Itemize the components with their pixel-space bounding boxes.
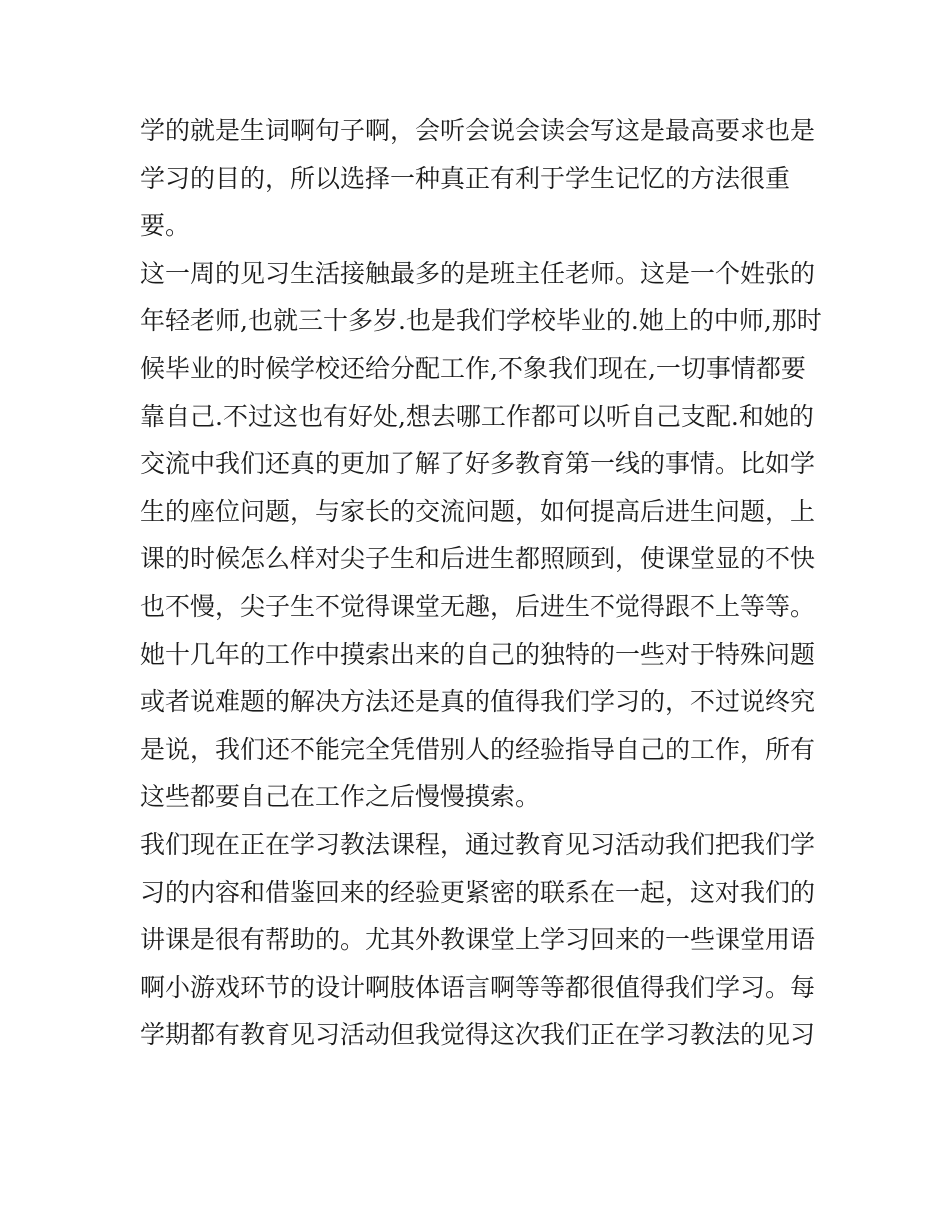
text-line: 也不慢，尖子生不觉得课堂无趣，后进生不觉得跟不上等等。: [140, 591, 816, 621]
text-line: 靠自己.不过这也有好处,想去哪工作都可以听自己支配.和她的: [140, 401, 814, 431]
text-line: 讲课是很有帮助的。尤其外教课堂上学习回来的一些课堂用语: [140, 925, 816, 955]
text-line: 学的就是生词啊句子啊，会听会说会读会写这是最高要求也是: [140, 116, 816, 145]
body-text: [140, 107, 820, 1059]
text-line: 年轻老师,也就三十多岁.也是我们学校毕业的.她上的中师,那时: [140, 306, 822, 336]
text-line: 学习的目的，所以选择一种真正有利于学生记忆的方法很重: [140, 163, 791, 193]
text-line: 她十几年的工作中摸索出来的自己的独特的一些对于特殊问题: [140, 639, 816, 669]
text-line: 这些都要自己在工作之后慢慢摸索。: [140, 782, 541, 812]
text-line: 候毕业的时候学校还给分配工作,不象我们现在,一切事情都要: [140, 353, 806, 383]
text-line: 这一周的见习生活接触最多的是班主任老师。这是一个姓张的: [140, 258, 816, 288]
text-line: 习的内容和借鉴回来的经验更紧密的联系在一起，这对我们的: [140, 877, 816, 907]
text-line: 交流中我们还真的更加了解了好多教育第一线的事情。比如学: [140, 449, 816, 479]
text-line: 要。: [140, 211, 191, 241]
text-line: 或者说难题的解决方法还是真的值得我们学习的，不过说终究: [140, 687, 816, 717]
text-line: 我们现在正在学习教法课程，通过教育见习活动我们把我们学: [140, 829, 816, 859]
text-line: 是说，我们还不能完全凭借别人的经验指导自己的工作，所有: [140, 734, 816, 764]
text-line: 生的座位问题，与家长的交流问题，如何提高后进生问题，上: [140, 496, 816, 526]
text-line: 课的时候怎么样对尖子生和后进生都照顾到，使课堂显的不快: [140, 544, 816, 574]
text-line: 学期都有教育见习活动但我觉得这次我们正在学习教法的见习: [140, 1020, 816, 1050]
text-line: 啊小游戏环节的设计啊肢体语言啊等等都很值得我们学习。每: [140, 972, 816, 1002]
